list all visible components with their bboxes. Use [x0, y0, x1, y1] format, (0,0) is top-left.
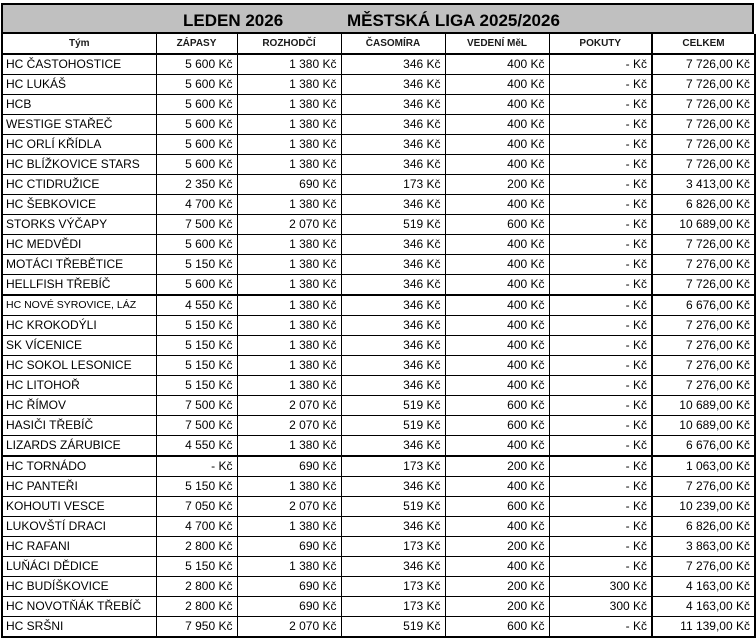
title-bar [1, 3, 754, 34]
table-row [2, 617, 755, 638]
table-row [2, 456, 755, 477]
cell-zapasy[interactable]: 4 700 Kč [156, 195, 237, 215]
cell-team[interactable]: HC LUKÁŠ [2, 75, 156, 95]
cell-celkem[interactable]: 7 726,00 Kč [652, 75, 755, 95]
cell-team[interactable]: HC ŠEBKOVICE [2, 195, 156, 215]
cell-rozhodci[interactable]: 1 380 Kč [237, 255, 341, 275]
cell-pokuty[interactable]: - Kč [549, 537, 652, 557]
table-row [2, 376, 755, 396]
cell-vedeni[interactable]: 600 Kč [445, 497, 549, 517]
cell-zapasy[interactable]: 2 800 Kč [156, 577, 237, 597]
cell-pokuty[interactable]: - Kč [549, 436, 652, 457]
cell-vedeni[interactable]: 200 Kč [445, 175, 549, 195]
cell-zapasy[interactable]: 5 600 Kč [156, 75, 237, 95]
table-row [2, 577, 755, 597]
cell-pokuty[interactable]: - Kč [549, 336, 652, 356]
cell-zapasy[interactable]: - Kč [156, 456, 237, 477]
cell-rozhodci[interactable]: 1 380 Kč [237, 195, 341, 215]
cell-rozhodci[interactable]: 1 380 Kč [237, 115, 341, 135]
cell-vedeni[interactable]: 400 Kč [445, 135, 549, 155]
cell-celkem[interactable]: 7 726,00 Kč [652, 275, 755, 296]
cell-team[interactable]: HELLFISH TŘEBÍČ [2, 275, 156, 296]
table-row [2, 155, 755, 175]
cell-pokuty[interactable]: - Kč [549, 396, 652, 416]
cell-rozhodci[interactable]: 2 070 Kč [237, 416, 341, 436]
cell-casomira[interactable]: 519 Kč [341, 416, 445, 436]
cell-vedeni[interactable]: 200 Kč [445, 577, 549, 597]
cell-casomira[interactable]: 346 Kč [341, 155, 445, 175]
cell-pokuty[interactable]: - Kč [549, 617, 652, 638]
cell-celkem[interactable]: 7 726,00 Kč [652, 115, 755, 135]
table-row [2, 215, 755, 235]
table-row [2, 497, 755, 517]
cell-zapasy[interactable]: 5 150 Kč [156, 316, 237, 336]
cell-rozhodci[interactable]: 1 380 Kč [237, 557, 341, 577]
cell-celkem[interactable]: 10 689,00 Kč [652, 396, 755, 416]
table-row [2, 356, 755, 376]
cell-pokuty[interactable]: - Kč [549, 215, 652, 235]
cell-celkem[interactable]: 6 676,00 Kč [652, 436, 755, 457]
cell-rozhodci[interactable]: 2 070 Kč [237, 617, 341, 638]
col-header-pokuty: POKUTY [549, 34, 652, 54]
cell-team[interactable]: HC ORLÍ KŘÍDLA [2, 135, 156, 155]
cell-team[interactable]: SK VÍCENICE [2, 336, 156, 356]
cell-celkem[interactable]: 7 726,00 Kč [652, 235, 755, 255]
table-row [2, 75, 755, 95]
cell-casomira[interactable]: 173 Kč [341, 597, 445, 617]
cell-casomira[interactable]: 519 Kč [341, 617, 445, 638]
col-header-zapasy: ZÁPASY [156, 34, 237, 54]
cell-vedeni[interactable]: 400 Kč [445, 75, 549, 95]
cell-casomira[interactable]: 346 Kč [341, 316, 445, 336]
cell-celkem[interactable]: 3 413,00 Kč [652, 175, 755, 195]
cell-team[interactable]: LUŇÁCI DĚDICE [2, 557, 156, 577]
cell-vedeni[interactable]: 400 Kč [445, 235, 549, 255]
cell-celkem[interactable]: 1 063,00 Kč [652, 456, 755, 477]
table-row [2, 316, 755, 336]
cell-pokuty[interactable]: - Kč [549, 477, 652, 497]
cell-team[interactable]: STORKS VÝČAPY [2, 215, 156, 235]
cell-rozhodci[interactable]: 1 380 Kč [237, 155, 341, 175]
cell-zapasy[interactable]: 5 150 Kč [156, 477, 237, 497]
cell-casomira[interactable]: 346 Kč [341, 295, 445, 316]
cell-zapasy[interactable]: 5 150 Kč [156, 376, 237, 396]
cell-vedeni[interactable]: 400 Kč [445, 436, 549, 457]
cell-team[interactable]: HASIČI TŘEBÍČ [2, 416, 156, 436]
cell-casomira[interactable]: 346 Kč [341, 235, 445, 255]
table-row [2, 517, 755, 537]
cell-celkem[interactable]: 7 276,00 Kč [652, 557, 755, 577]
col-header-vedeni: VEDENÍ MěL [445, 34, 549, 54]
cell-pokuty[interactable]: - Kč [549, 75, 652, 95]
cell-casomira[interactable]: 346 Kč [341, 54, 445, 75]
cell-vedeni[interactable]: 200 Kč [445, 456, 549, 477]
cell-zapasy[interactable]: 7 500 Kč [156, 416, 237, 436]
col-header-celkem: CELKEM [652, 34, 755, 54]
cell-celkem[interactable]: 7 276,00 Kč [652, 336, 755, 356]
cell-casomira[interactable]: 346 Kč [341, 115, 445, 135]
cell-zapasy[interactable]: 5 600 Kč [156, 135, 237, 155]
cell-celkem[interactable]: 7 276,00 Kč [652, 376, 755, 396]
cell-vedeni[interactable]: 200 Kč [445, 597, 549, 617]
cell-casomira[interactable]: 346 Kč [341, 195, 445, 215]
table-row [2, 275, 755, 296]
cell-zapasy[interactable]: 5 150 Kč [156, 356, 237, 376]
table-row [2, 477, 755, 497]
cell-casomira[interactable]: 346 Kč [341, 436, 445, 457]
cell-rozhodci[interactable]: 1 380 Kč [237, 235, 341, 255]
table-row [2, 436, 755, 457]
cell-rozhodci[interactable]: 690 Kč [237, 537, 341, 557]
cell-zapasy[interactable]: 5 600 Kč [156, 115, 237, 135]
cell-casomira[interactable]: 346 Kč [341, 275, 445, 296]
cell-pokuty[interactable]: - Kč [549, 135, 652, 155]
cell-vedeni[interactable]: 400 Kč [445, 195, 549, 215]
cell-casomira[interactable]: 173 Kč [341, 456, 445, 477]
cell-zapasy[interactable]: 2 800 Kč [156, 537, 237, 557]
cell-vedeni[interactable]: 400 Kč [445, 477, 549, 497]
table-row [2, 54, 755, 75]
cell-rozhodci[interactable]: 1 380 Kč [237, 54, 341, 75]
cell-vedeni[interactable]: 400 Kč [445, 517, 549, 537]
cell-celkem[interactable]: 6 676,00 Kč [652, 295, 755, 316]
cell-casomira[interactable]: 346 Kč [341, 255, 445, 275]
cell-team[interactable]: HC NOVÉ SYROVICE, LÁZ [2, 295, 156, 316]
table-row [2, 597, 755, 617]
cell-rozhodci[interactable]: 1 380 Kč [237, 356, 341, 376]
cell-team[interactable]: HC CTIDRUŽICE [2, 175, 156, 195]
cell-celkem[interactable]: 6 826,00 Kč [652, 517, 755, 537]
cell-casomira[interactable]: 346 Kč [341, 477, 445, 497]
cell-team[interactable]: HC ŘÍMOV [2, 396, 156, 416]
cell-pokuty[interactable]: - Kč [549, 54, 652, 75]
table-row [2, 295, 755, 316]
cell-pokuty[interactable]: - Kč [549, 175, 652, 195]
cell-team[interactable]: HC KROKODÝLI [2, 316, 156, 336]
cell-pokuty[interactable]: - Kč [549, 95, 652, 115]
cell-vedeni[interactable]: 400 Kč [445, 95, 549, 115]
cell-rozhodci[interactable]: 1 380 Kč [237, 477, 341, 497]
cell-vedeni[interactable]: 400 Kč [445, 255, 549, 275]
cell-casomira[interactable]: 519 Kč [341, 497, 445, 517]
cell-rozhodci[interactable]: 1 380 Kč [237, 376, 341, 396]
cell-zapasy[interactable]: 5 600 Kč [156, 155, 237, 175]
cell-team[interactable]: HC ČASTOHOSTICE [2, 54, 156, 75]
table-row [2, 115, 755, 135]
cell-pokuty[interactable]: - Kč [549, 155, 652, 175]
cell-celkem[interactable]: 10 239,00 Kč [652, 497, 755, 517]
cell-team[interactable]: HC PANTEŘI [2, 477, 156, 497]
cell-rozhodci[interactable]: 2 070 Kč [237, 215, 341, 235]
cell-zapasy[interactable]: 7 950 Kč [156, 617, 237, 638]
table-row [2, 416, 755, 436]
cell-celkem[interactable]: 7 726,00 Kč [652, 155, 755, 175]
cell-team[interactable]: LIZARDS ZÁRUBICE [2, 436, 156, 457]
payments-table [1, 34, 756, 638]
cell-vedeni[interactable]: 400 Kč [445, 115, 549, 135]
cell-pokuty[interactable]: - Kč [549, 295, 652, 316]
cell-pokuty[interactable]: 300 Kč [549, 597, 652, 617]
cell-team[interactable]: HC SRŠNI [2, 617, 156, 638]
cell-zapasy[interactable]: 7 500 Kč [156, 215, 237, 235]
cell-pokuty[interactable]: - Kč [549, 195, 652, 215]
cell-rozhodci[interactable]: 690 Kč [237, 577, 341, 597]
cell-rozhodci[interactable]: 690 Kč [237, 175, 341, 195]
cell-rozhodci[interactable]: 690 Kč [237, 456, 341, 477]
cell-celkem[interactable]: 7 726,00 Kč [652, 135, 755, 155]
cell-rozhodci[interactable]: 1 380 Kč [237, 75, 341, 95]
cell-vedeni[interactable]: 400 Kč [445, 376, 549, 396]
spreadsheet [1, 3, 754, 638]
cell-casomira[interactable]: 346 Kč [341, 557, 445, 577]
cell-vedeni[interactable]: 400 Kč [445, 155, 549, 175]
cell-zapasy[interactable]: 4 700 Kč [156, 517, 237, 537]
cell-celkem[interactable]: 7 276,00 Kč [652, 316, 755, 336]
cell-rozhodci[interactable]: 1 380 Kč [237, 336, 341, 356]
cell-rozhodci[interactable]: 1 380 Kč [237, 436, 341, 457]
cell-team[interactable]: HCB [2, 95, 156, 115]
cell-casomira[interactable]: 346 Kč [341, 336, 445, 356]
cell-pokuty[interactable]: - Kč [549, 416, 652, 436]
table-row [2, 195, 755, 215]
table-row [2, 135, 755, 155]
cell-pokuty[interactable]: - Kč [549, 557, 652, 577]
cell-pokuty[interactable]: - Kč [549, 456, 652, 477]
title-month: LEDEN 2026 [183, 11, 284, 30]
table-body [2, 54, 755, 637]
cell-casomira[interactable]: 346 Kč [341, 75, 445, 95]
cell-pokuty[interactable]: - Kč [549, 255, 652, 275]
cell-zapasy[interactable]: 5 600 Kč [156, 95, 237, 115]
cell-casomira[interactable]: 519 Kč [341, 215, 445, 235]
cell-vedeni[interactable]: 200 Kč [445, 537, 549, 557]
cell-pokuty[interactable]: 300 Kč [549, 577, 652, 597]
cell-celkem[interactable]: 7 726,00 Kč [652, 95, 755, 115]
cell-rozhodci[interactable]: 1 380 Kč [237, 95, 341, 115]
cell-casomira[interactable]: 346 Kč [341, 517, 445, 537]
cell-casomira[interactable]: 346 Kč [341, 356, 445, 376]
cell-rozhodci[interactable]: 1 380 Kč [237, 316, 341, 336]
col-header-casomira: ČASOMÍRA [341, 34, 445, 54]
cell-team[interactable]: HC BUDÍŠKOVICE [2, 577, 156, 597]
cell-rozhodci[interactable]: 2 070 Kč [237, 497, 341, 517]
cell-team[interactable]: WESTIGE STAŘEČ [2, 115, 156, 135]
table-row [2, 255, 755, 275]
cell-vedeni[interactable]: 600 Kč [445, 617, 549, 638]
cell-team[interactable]: HC RAFANI [2, 537, 156, 557]
cell-team[interactable]: KOHOUTI VESCE [2, 497, 156, 517]
table-row [2, 235, 755, 255]
cell-zapasy[interactable]: 4 550 Kč [156, 436, 237, 457]
cell-vedeni[interactable]: 400 Kč [445, 54, 549, 75]
table-row [2, 175, 755, 195]
cell-pokuty[interactable]: - Kč [549, 275, 652, 296]
cell-zapasy[interactable]: 2 350 Kč [156, 175, 237, 195]
cell-celkem[interactable]: 4 163,00 Kč [652, 597, 755, 617]
cell-pokuty[interactable]: - Kč [549, 115, 652, 135]
cell-vedeni[interactable]: 400 Kč [445, 557, 549, 577]
cell-casomira[interactable]: 346 Kč [341, 135, 445, 155]
cell-zapasy[interactable]: 2 800 Kč [156, 597, 237, 617]
cell-zapasy[interactable]: 4 550 Kč [156, 295, 237, 316]
cell-vedeni[interactable]: 400 Kč [445, 336, 549, 356]
cell-zapasy[interactable]: 5 150 Kč [156, 336, 237, 356]
cell-zapasy[interactable]: 5 600 Kč [156, 275, 237, 296]
cell-casomira[interactable]: 173 Kč [341, 537, 445, 557]
cell-team[interactable]: MOTÁCI TŘEBĚTICE [2, 255, 156, 275]
cell-zapasy[interactable]: 7 500 Kč [156, 396, 237, 416]
col-header-rozhodci: ROZHODČÍ [237, 34, 341, 54]
cell-celkem[interactable]: 7 276,00 Kč [652, 255, 755, 275]
cell-rozhodci[interactable]: 1 380 Kč [237, 295, 341, 316]
table-row [2, 557, 755, 577]
cell-zapasy[interactable]: 7 050 Kč [156, 497, 237, 517]
header-row [2, 34, 755, 54]
cell-celkem[interactable]: 7 726,00 Kč [652, 54, 755, 75]
cell-celkem[interactable]: 7 276,00 Kč [652, 477, 755, 497]
cell-vedeni[interactable]: 400 Kč [445, 356, 549, 376]
cell-rozhodci[interactable]: 690 Kč [237, 597, 341, 617]
cell-team[interactable]: LUKOVŠTÍ DRACI [2, 517, 156, 537]
table-row [2, 336, 755, 356]
cell-vedeni[interactable]: 600 Kč [445, 396, 549, 416]
cell-vedeni[interactable]: 400 Kč [445, 295, 549, 316]
cell-pokuty[interactable]: - Kč [549, 376, 652, 396]
cell-team[interactable]: HC LITOHOŘ [2, 376, 156, 396]
cell-celkem[interactable]: 6 826,00 Kč [652, 195, 755, 215]
cell-pokuty[interactable]: - Kč [549, 517, 652, 537]
cell-vedeni[interactable]: 600 Kč [445, 215, 549, 235]
cell-celkem[interactable]: 10 689,00 Kč [652, 416, 755, 436]
cell-team[interactable]: HC MEDVĚDI [2, 235, 156, 255]
cell-casomira[interactable]: 346 Kč [341, 376, 445, 396]
cell-pokuty[interactable]: - Kč [549, 235, 652, 255]
cell-celkem[interactable]: 11 139,00 Kč [652, 617, 755, 638]
cell-rozhodci[interactable]: 1 380 Kč [237, 275, 341, 296]
cell-zapasy[interactable]: 5 150 Kč [156, 255, 237, 275]
cell-pokuty[interactable]: - Kč [549, 356, 652, 376]
cell-casomira[interactable]: 173 Kč [341, 175, 445, 195]
cell-casomira[interactable]: 346 Kč [341, 95, 445, 115]
cell-pokuty[interactable]: - Kč [549, 316, 652, 336]
col-header-team: Tým [2, 34, 156, 54]
cell-team[interactable]: HC NOVOTŇÁK TŘEBÍČ [2, 597, 156, 617]
table-row [2, 95, 755, 115]
cell-vedeni[interactable]: 400 Kč [445, 316, 549, 336]
cell-celkem[interactable]: 4 163,00 Kč [652, 577, 755, 597]
cell-celkem[interactable]: 7 276,00 Kč [652, 356, 755, 376]
table-row [2, 396, 755, 416]
cell-pokuty[interactable]: - Kč [549, 497, 652, 517]
cell-zapasy[interactable]: 5 150 Kč [156, 557, 237, 577]
cell-vedeni[interactable]: 600 Kč [445, 416, 549, 436]
cell-zapasy[interactable]: 5 600 Kč [156, 54, 237, 75]
title-league: MĚSTSKÁ LIGA 2025/2026 [347, 11, 560, 30]
table-row [2, 537, 755, 557]
cell-casomira[interactable]: 519 Kč [341, 396, 445, 416]
cell-celkem[interactable]: 10 689,00 Kč [652, 215, 755, 235]
cell-rozhodci[interactable]: 2 070 Kč [237, 396, 341, 416]
cell-team[interactable]: HC TORNÁDO [2, 456, 156, 477]
cell-team[interactable]: HC SOKOL LESONICE [2, 356, 156, 376]
cell-casomira[interactable]: 173 Kč [341, 577, 445, 597]
cell-celkem[interactable]: 3 863,00 Kč [652, 537, 755, 557]
cell-team[interactable]: HC BLÍŽKOVICE STARS [2, 155, 156, 175]
cell-rozhodci[interactable]: 1 380 Kč [237, 135, 341, 155]
cell-vedeni[interactable]: 400 Kč [445, 275, 549, 296]
cell-zapasy[interactable]: 5 600 Kč [156, 235, 237, 255]
cell-rozhodci[interactable]: 1 380 Kč [237, 517, 341, 537]
